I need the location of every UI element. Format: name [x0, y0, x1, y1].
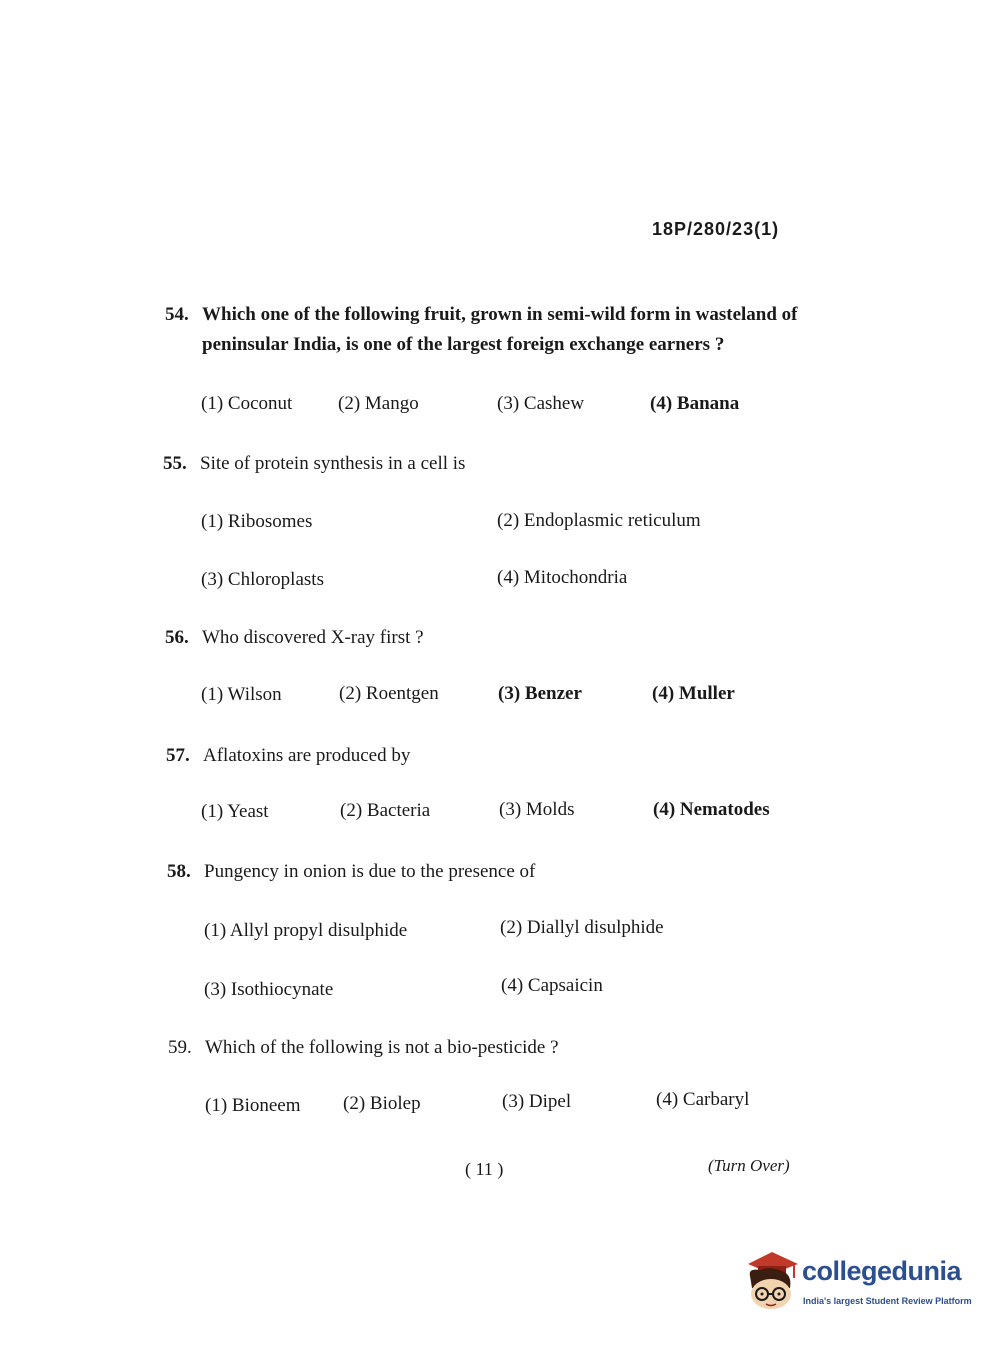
- question-text: Which of the following is not a bio-pesticide ?: [205, 1037, 559, 1058]
- option: (2) Diallyl disulphide: [500, 917, 664, 938]
- page-number: ( 11 ): [465, 1159, 504, 1179]
- option: (2) Roentgen: [339, 683, 439, 704]
- option: (1) Wilson: [201, 684, 282, 705]
- question-text: Which one of the following fruit, grown in semi-wild form in wasteland of peninsular India, is one of the largest foreign exchange earners ?: [202, 304, 798, 355]
- option: (1) Coconut: [201, 393, 293, 414]
- option: (2) Biolep: [343, 1093, 421, 1114]
- option: (2) Bacteria: [340, 800, 431, 821]
- question-number: 57.: [166, 745, 190, 766]
- question-58: [167, 857, 807, 887]
- option: (3) Chloroplasts: [201, 569, 324, 590]
- option: (3) Isothiocynate: [204, 979, 334, 1000]
- option: (4) Banana: [650, 393, 740, 414]
- option: (3) Molds: [499, 799, 575, 820]
- paper-code: 18P/280/23(1): [652, 219, 780, 239]
- option: (4) Capsaicin: [501, 975, 603, 996]
- option: (3) Dipel: [502, 1091, 572, 1112]
- question-number: 58.: [167, 861, 191, 882]
- question-text: Aflatoxins are produced by: [203, 745, 411, 766]
- turn-over-text: (Turn Over): [708, 1156, 790, 1175]
- brand-name: collegedunia: [802, 1256, 962, 1286]
- option: (3) Cashew: [497, 393, 585, 414]
- option: (4) Nematodes: [653, 799, 770, 820]
- question-59: [168, 1033, 808, 1063]
- option: (4) Mitochondria: [497, 567, 628, 588]
- collegedunia-logo: [742, 1248, 972, 1316]
- question-text: Site of protein synthesis in a cell is: [200, 453, 466, 474]
- option: (4) Carbaryl: [656, 1089, 750, 1110]
- question-text: Who discovered X-ray first ?: [202, 627, 424, 648]
- question-text: Pungency in onion is due to the presence of: [204, 861, 536, 882]
- question-56: [165, 623, 805, 653]
- option: (1) Ribosomes: [201, 511, 313, 532]
- turn-over-label: [708, 1156, 790, 1176]
- brand-tagline: India's largest Student Review Platform: [803, 1296, 972, 1306]
- question-number: 56.: [165, 627, 189, 648]
- option: (3) Benzer: [498, 683, 582, 704]
- question-54: [165, 300, 805, 364]
- question-57: [166, 741, 806, 771]
- option: (1) Bioneem: [205, 1095, 301, 1116]
- option: (2) Endoplasmic reticulum: [497, 510, 701, 531]
- mascot-icon: [742, 1248, 800, 1312]
- question-number: 55.: [163, 453, 187, 474]
- option: (1) Yeast: [201, 801, 269, 822]
- option: (4) Muller: [652, 683, 735, 704]
- option: (2) Mango: [338, 393, 419, 414]
- question-55: [163, 449, 803, 479]
- option: (1) Allyl propyl disulphide: [204, 920, 408, 941]
- question-number: 59.: [168, 1037, 192, 1058]
- question-number: 54.: [165, 304, 189, 325]
